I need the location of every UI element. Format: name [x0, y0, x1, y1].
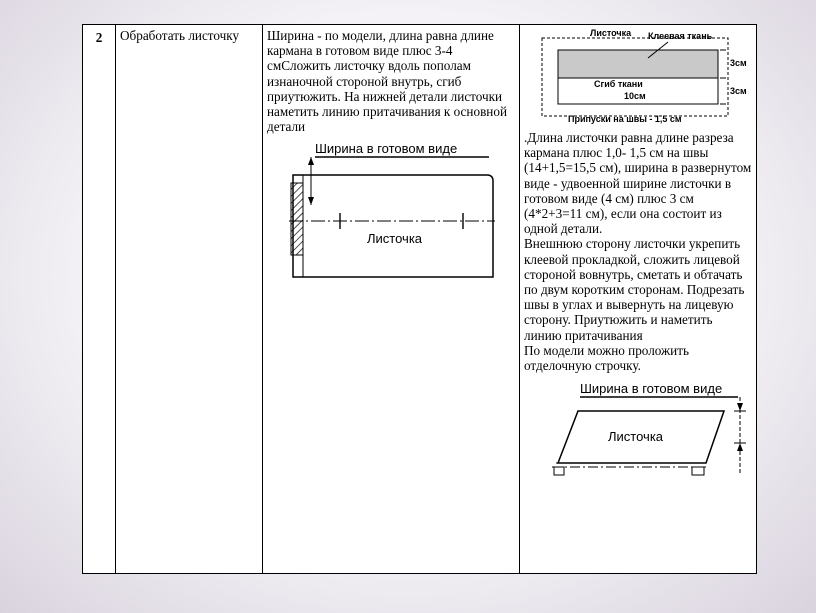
flap-title: Листочка: [590, 28, 632, 38]
operation-name: Обработать листочку: [116, 25, 263, 574]
details-text: .Длина листочки равна длине разреза кармана плюс 1,0- 1,5 см на швы (14+1,5=15,5 см), ширина в развернутом виде - удвоенной ширине листочки в готовом виде (4 см) плюс 3 см (4*2+3=11 см), если она состоит из одной детали. Внешнюю сторону листочки укрепить клеевой прокладкой, сложить лицевой стороной вовнутрь, сметать и обтачать по двум коротким сторонам. Подрезать швы в углах и вывернуть на лицевую сторону. Приутюжить и наметить линию притачивания По модели можно проложить отделочную строчку.: [524, 130, 752, 374]
pocket-flap-finished-diagram: [528, 379, 750, 487]
flap-width-label: 10см: [624, 91, 646, 101]
finished-width-label: Ширина в готовом виде: [315, 141, 458, 157]
operation-description: Ширина - по модели, длина равна длине кармана в готовом виде плюс 3-4 смСложить листочку вдоль пополам изнаночной стороной внутрь, сгиб приутюжить. На нижней детали листочки наметить линию притачивания к основной детали: [267, 28, 508, 135]
pocket-flap-layout-diagram: [528, 28, 750, 126]
pocket-flap-folded-diagram: [267, 135, 497, 280]
finished-part-label: Листочка: [608, 429, 664, 445]
upper-dimension: 3см: [730, 58, 747, 68]
operation-description-cell: [263, 25, 520, 574]
document-page: [82, 24, 756, 574]
process-table: [82, 24, 757, 574]
details-cell: [520, 25, 757, 574]
finished-width-label-2: Ширина в готовом виде: [580, 381, 723, 397]
part-label: Листочка: [367, 231, 423, 247]
fold-label: Сгиб ткани: [594, 79, 643, 89]
lower-dimension: 3см: [730, 86, 747, 96]
glue-label: Клеевая ткань: [648, 31, 713, 41]
step-number: 2: [83, 25, 116, 574]
allowance-label: Припуски на швы - 1,5 см: [568, 114, 682, 124]
table-row: [83, 25, 757, 574]
